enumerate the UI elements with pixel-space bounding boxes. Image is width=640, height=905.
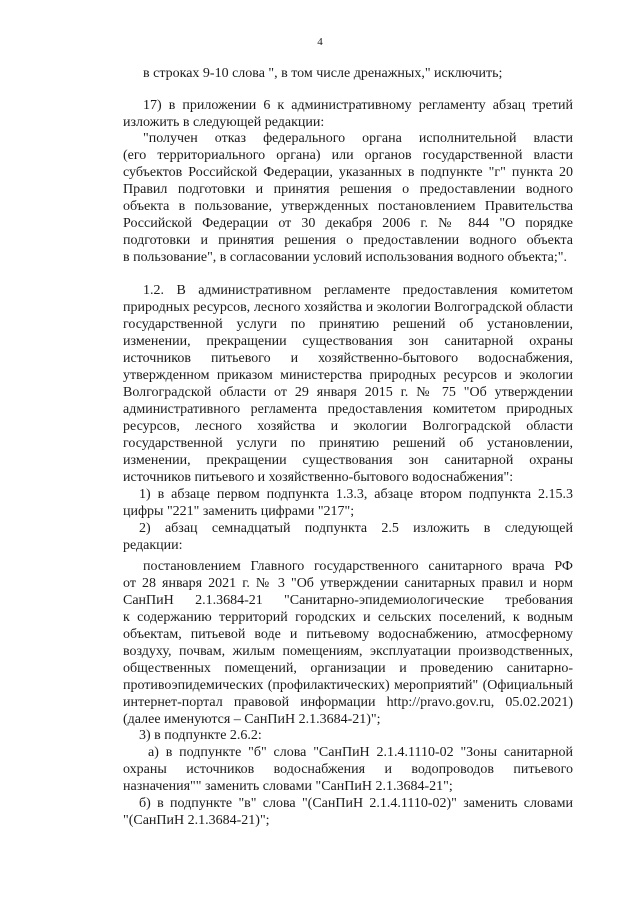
text-line: Волгоградской области от 29 января 2015 г. № 75 "Об утверждении <box>123 385 573 400</box>
text-line: административного регламента предоставления комитетом природных <box>123 402 573 417</box>
text-line: в пользование", в согласовании условий использования водного объекта;". <box>123 250 567 265</box>
text-line: назначения"" заменить словами "СанПиН 2.1.3684-21"; <box>123 779 453 794</box>
text-line: субъектов Российской Федерации, указанных в подпункте "г" пункта 20 <box>123 165 573 180</box>
text-line: объекта в пользование, утвержденных постановлением Правительства <box>123 199 573 214</box>
text-line: утвержденном приказом министерства природных ресурсов и экологии <box>123 368 573 383</box>
text-line: охраны источников водоснабжения и водопроводов питьевого <box>123 762 573 777</box>
text-line: 2) абзац семнадцатый подпункта 2.5 изложить в следующей <box>139 521 573 536</box>
text-line: "(СанПиН 2.1.3684-21)"; <box>123 813 270 828</box>
text-line: 1) в абзаце первом подпункта 1.3.3, абзаце втором подпункта 2.15.3 <box>139 487 573 502</box>
text-line: к содержанию территорий городских и сельских поселений, к водным <box>123 610 573 625</box>
text-line: воздуху, почвам, жилым помещениям, эксплуатации производственных, <box>123 644 573 659</box>
text-line: (далее именуются – СанПиН 2.1.3684-21)"; <box>123 712 381 727</box>
text-line: Правил подготовки и принятия решения о предоставлении водного <box>123 182 573 197</box>
text-line: 17) в приложении 6 к административному регламенту абзац третий <box>143 98 573 113</box>
text-line: СанПиН 2.1.3684-21 "Санитарно-эпидемиологические требования <box>123 593 573 608</box>
text-line: ресурсов, лесного хозяйства и экологии Волгоградской области <box>123 419 573 434</box>
text-line: редакции: <box>123 538 183 553</box>
text-line: изменении, прекращении существования зон санитарной охраны <box>123 334 573 349</box>
text-line: 1.2. В административном регламенте предоставления комитетом <box>143 283 573 298</box>
text-line: объектам, питьевой воде и питьевому водоснабжению, атмосферному <box>123 627 573 642</box>
text-line: "получен отказ федерального органа исполнительной власти <box>143 131 573 146</box>
text-line: государственной услуги по принятию решений об установлении, <box>123 317 573 332</box>
text-line: интернет-портал правовой информации http://pravo.gov.ru, 05.02.2021) <box>123 695 573 710</box>
text-line: от 28 января 2021 г. № 3 "Об утверждении санитарных правил и норм <box>123 576 573 591</box>
text-line: противоэпидемических (профилактических) мероприятий" (Официальный <box>123 678 573 693</box>
text-line: источников питьевого и хозяйственно-бытового водоснабжения": <box>123 470 514 485</box>
text-line: цифры "221" заменить цифрами "217"; <box>123 504 355 519</box>
text-line: подготовки и принятия решения о предоставлении водного объекта <box>123 233 573 248</box>
text-line: (его территориального органа) или органов государственной власти <box>123 148 573 163</box>
text-line: государственной услуги по принятию решений об установлении, <box>123 436 573 451</box>
text-line: постановлением Главного государственного санитарного врача РФ <box>143 559 573 574</box>
page-number: 4 <box>317 36 323 48</box>
text-line: Российской Федерации от 30 декабря 2006 г. № 844 "О порядке <box>123 216 573 231</box>
text-line: 3) в подпункте 2.6.2: <box>139 728 262 743</box>
text-line: в строках 9-10 слова ", в том числе дренажных," исключить; <box>143 66 503 81</box>
text-line: изменении, прекращении существования зон санитарной охраны <box>123 453 573 468</box>
text-line: природных ресурсов, лесного хозяйства и экологии Волгоградской области <box>123 300 573 315</box>
text-line: общественных помещений, организации и проведению санитарно- <box>123 661 573 676</box>
text-line: источников питьевого и хозяйственно-бытового водоснабжения, <box>123 351 573 366</box>
text-line: б) в подпункте "в" слова "(СанПиН 2.1.4.1110-02)" заменить словами <box>139 796 573 811</box>
text-line: изложить в следующей редакции: <box>123 115 325 130</box>
text-line: а) в подпункте "б" слова "СанПиН 2.1.4.1110-02 "Зоны санитарной <box>148 745 573 760</box>
